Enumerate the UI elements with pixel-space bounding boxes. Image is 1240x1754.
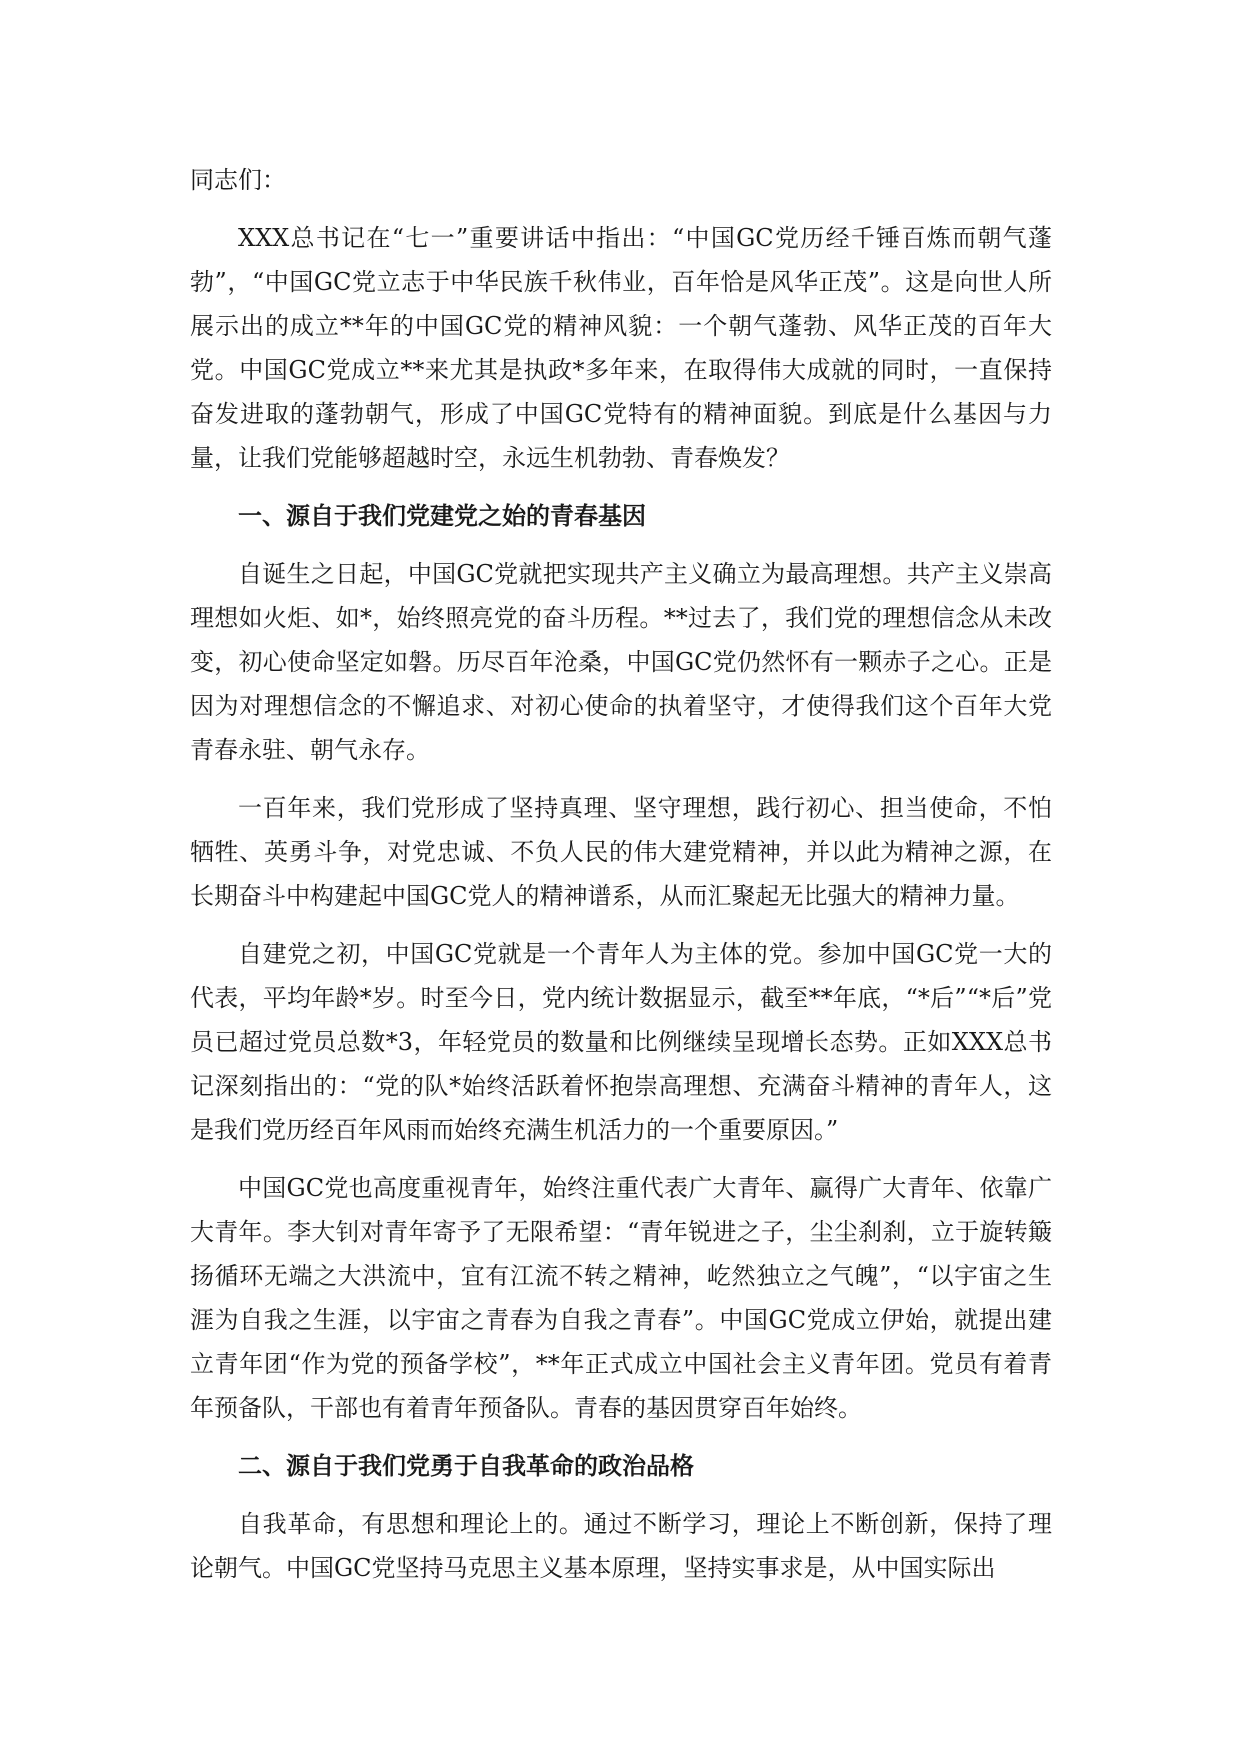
section1-paragraph-4: 中国GC党也高度重视青年，始终注重代表广大青年、赢得广大青年、依靠广大青年。李大钊对青年寄予了无限希望：“青年锐进之子，尘尘刹刹，立于旋转簸扬循环无端之大洪流中，宜有江流不转之精神，屹然独立之气魄”，“以宇宙之生涯为自我之生涯，以宇宙之青春为自我之青春”。中国GC党成立伊始，就提出建立青年团“作为党的预备学校”，**年正式成立中国社会主义青年团。党员有着青年预备队，干部也有着青年预备队。青春的基因贯穿百年始终。 <box>190 1174 1052 1422</box>
section-heading-2: 二、源自于我们党勇于自我革命的政治品格 <box>238 1452 694 1480</box>
intro-paragraph: XXX总书记在“七一”重要讲话中指出：“中国GC党历经千锤百炼而朝气蓬勃”，“中国GC党立志于中华民族千秋伟业，百年恰是风华正茂”。这是向世人所展示出的成立**年的中国GC党的精神风貌：一个朝气蓬勃、风华正茂的百年大党。中国GC党成立**来尤其是执政*多年来，在取得伟大成就的同时，一直保持奋发进取的蓬勃朝气，形成了中国GC党特有的精神面貌。到底是什么基因与力量，让我们党能够超越时空，永远生机勃勃、青春焕发？ <box>190 224 1052 472</box>
section1-paragraph-2: 一百年来，我们党形成了坚持真理、坚守理想，践行初心、担当使命，不怕牺牲、英勇斗争，对党忠诚、不负人民的伟大建党精神，并以此为精神之源，在长期奋斗中构建起中国GC党人的精神谱系，从而汇聚起无比强大的精神力量。 <box>190 794 1052 910</box>
section2-paragraph-1: 自我革命，有思想和理论上的。通过不断学习，理论上不断创新，保持了理论朝气。中国GC党坚持马克思主义基本原理，坚持实事求是，从中国实际出 <box>190 1510 1052 1582</box>
greeting: 同志们： <box>190 166 286 194</box>
section1-paragraph-1: 自诞生之日起，中国GC党就把实现共产主义确立为最高理想。共产主义崇高理想如火炬、如*，始终照亮党的奋斗历程。**过去了，我们党的理想信念从未改变，初心使命坚定如磐。历尽百年沧桑，中国GC党仍然怀有一颗赤子之心。正是因为对理想信念的不懈追求、对初心使命的执着坚守，才使得我们这个百年大党青春永驻、朝气永存。 <box>190 560 1052 764</box>
document-page <box>190 158 1052 1604</box>
section-heading-1: 一、源自于我们党建党之始的青春基因 <box>238 502 646 530</box>
section1-paragraph-3: 自建党之初，中国GC党就是一个青年人为主体的党。参加中国GC党一大的代表，平均年龄*岁。时至今日，党内统计数据显示，截至**年底，“*后”“*后”党员已超过党员总数*3，年轻党员的数量和比例继续呈现增长态势。正如XXX总书记深刻指出的：“党的队*始终活跃着怀抱崇高理想、充满奋斗精神的青年人，这是我们党历经百年风雨而始终充满生机活力的一个重要原因。” <box>190 940 1052 1144</box>
